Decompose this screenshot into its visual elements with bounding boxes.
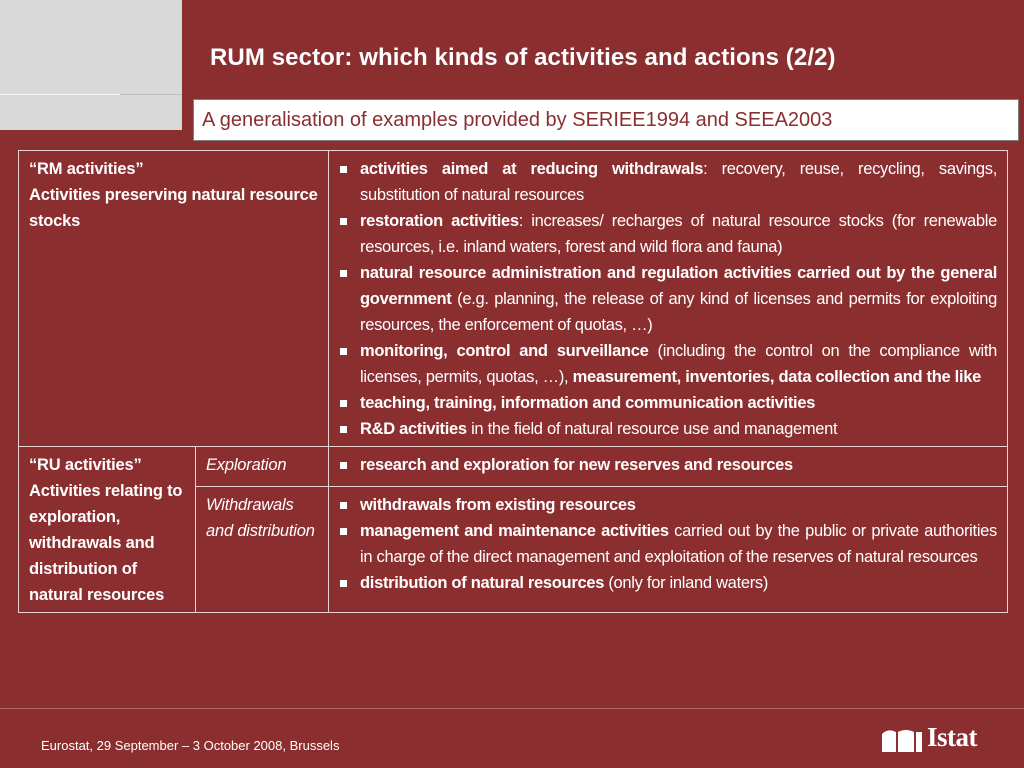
ru-label-cell bbox=[19, 447, 196, 613]
corner-line-accent bbox=[120, 94, 182, 95]
subtitle-box bbox=[193, 99, 1019, 141]
list-item: research and exploration for new reserves and resources bbox=[339, 452, 997, 478]
list-item: teaching, training, information and communication activities bbox=[339, 390, 997, 416]
bullet-icon bbox=[340, 166, 347, 173]
withdrawals-items-cell bbox=[329, 486, 1008, 612]
ru-head: “RU activities” bbox=[29, 456, 142, 474]
exploration-label-cell bbox=[196, 447, 329, 487]
bullet-icon bbox=[340, 218, 347, 225]
list-item: distribution of natural resources (only for inland waters) bbox=[339, 570, 997, 596]
logo-text: Istat bbox=[927, 722, 977, 752]
ru-exploration-row bbox=[19, 447, 1008, 487]
list-item: withdrawals from existing resources bbox=[339, 492, 997, 518]
bullet-icon bbox=[340, 502, 347, 509]
activities-table bbox=[18, 150, 1008, 613]
bullet-icon bbox=[340, 426, 347, 433]
withdrawals-label: Withdrawals and distribution bbox=[206, 495, 315, 540]
bullet-icon bbox=[340, 580, 347, 587]
rm-head: “RM activities” bbox=[29, 160, 144, 178]
corner-decoration bbox=[0, 0, 182, 130]
footer-text: Eurostat, 29 September – 3 October 2008, Brussels bbox=[41, 738, 340, 753]
slide-title: RUM sector: which kinds of activities and actions (2/2) bbox=[210, 44, 836, 71]
rm-items-cell bbox=[329, 151, 1008, 447]
withdrawals-label-cell bbox=[196, 486, 329, 612]
bullet-icon bbox=[340, 462, 347, 469]
rm-desc: Activities preserving natural resource stocks bbox=[29, 186, 318, 230]
bullet-icon bbox=[340, 348, 347, 355]
list-item: management and maintenance activities carried out by the public or private authorities in charge of the direct management and exploitation of the reserves of natural resources bbox=[339, 518, 997, 570]
exploration-label: Exploration bbox=[206, 456, 287, 474]
bullet-icon bbox=[340, 528, 347, 535]
bullet-icon bbox=[340, 270, 347, 277]
subtitle-text: A generalisation of examples provided by SERIEE1994 and SEEA2003 bbox=[202, 109, 833, 131]
footer-divider bbox=[0, 708, 1024, 709]
list-item: monitoring, control and surveillance (including the control on the compliance with licenses, permits, quotas, …), measurement, inventories, data collection and the like bbox=[339, 338, 997, 390]
istat-logo-icon bbox=[882, 728, 924, 752]
rm-row bbox=[19, 151, 1008, 447]
list-item: restoration activities: increases/ recharges of natural resource stocks (for renewable resources, i.e. inland waters, forest and wild flora and fauna) bbox=[339, 208, 997, 260]
rm-label-cell bbox=[19, 151, 329, 447]
ru-desc: Activities relating to exploration, withdrawals and distribution of natural resources bbox=[29, 482, 183, 604]
list-item: activities aimed at reducing withdrawals: recovery, reuse, recycling, savings, substitution of natural resources bbox=[339, 156, 997, 208]
exploration-items-cell bbox=[329, 447, 1008, 487]
list-item: R&D activities in the field of natural resource use and management bbox=[339, 416, 997, 442]
list-item: natural resource administration and regulation activities carried out by the general government (e.g. planning, the release of any kind of licenses and permits for exploiting resources, the enforcement of quotas, …) bbox=[339, 260, 997, 338]
istat-logo bbox=[882, 722, 992, 756]
bullet-icon bbox=[340, 400, 347, 407]
